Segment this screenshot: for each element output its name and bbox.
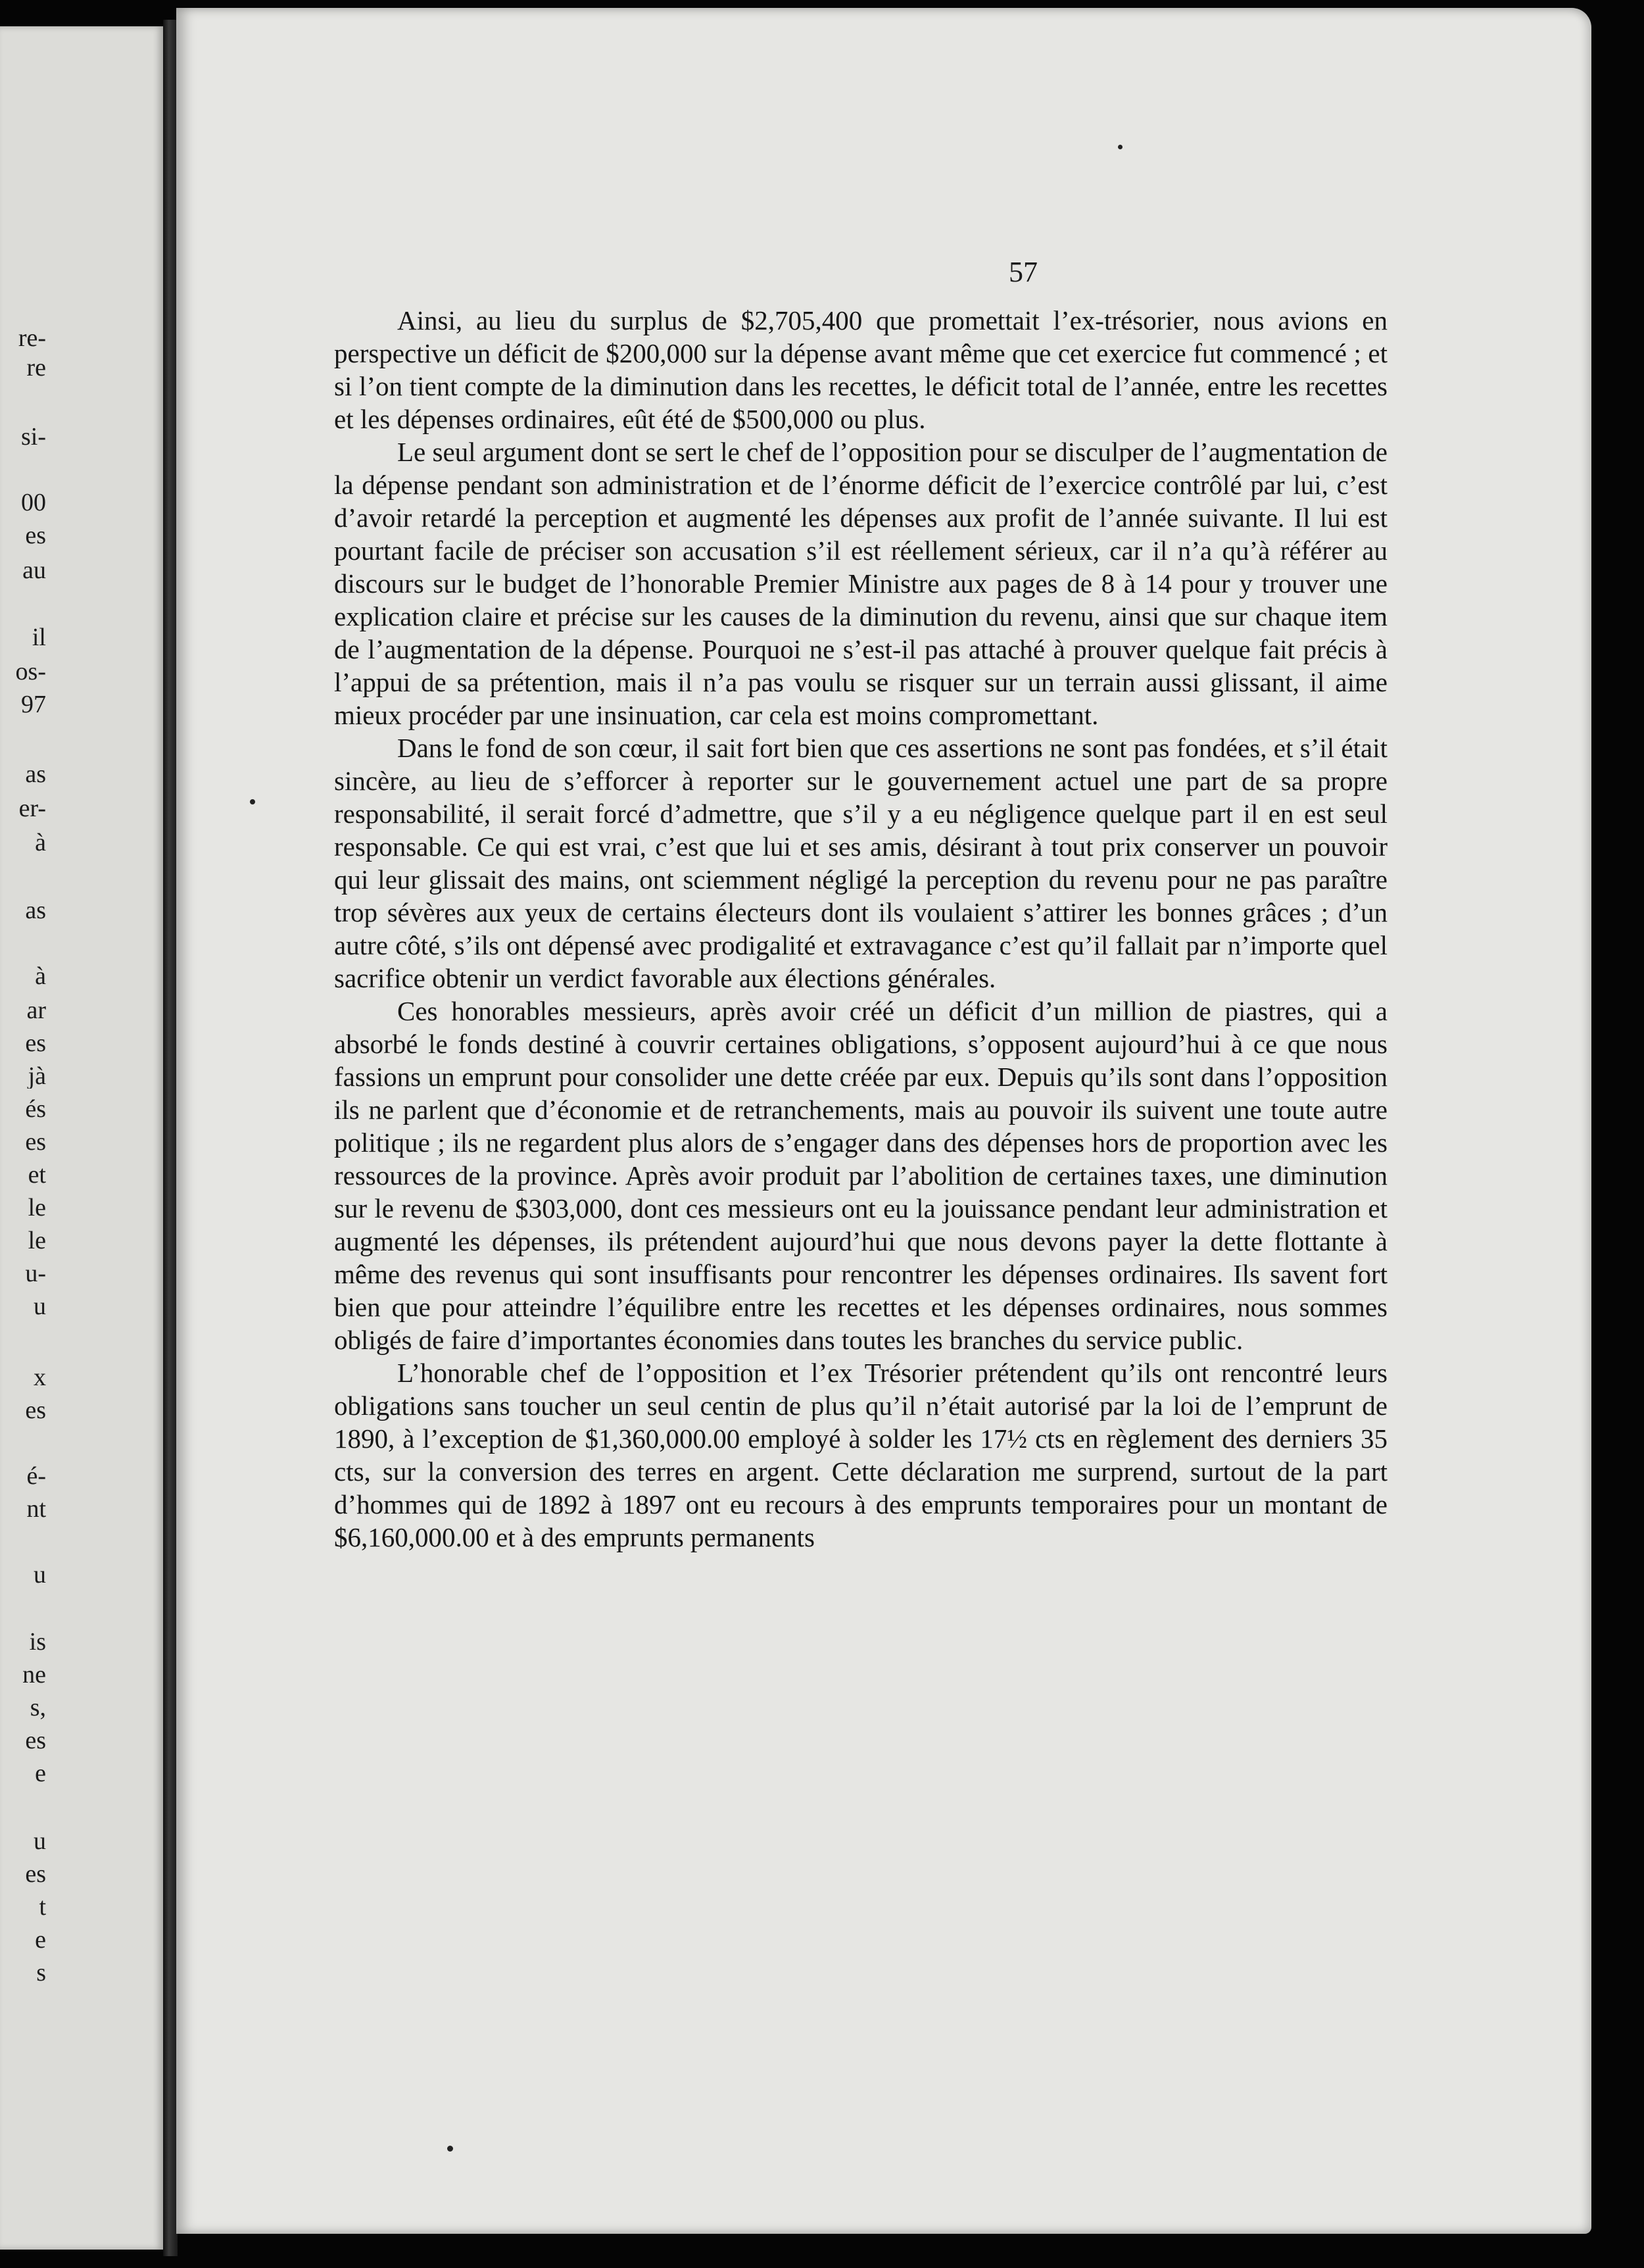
- left-page-fragment: é-: [26, 1464, 46, 1489]
- scan-speck: [1118, 145, 1123, 149]
- previous-page-strip: [0, 26, 163, 2250]
- left-page-fragment: nt: [26, 1496, 46, 1521]
- left-page-fragment: si-: [21, 424, 46, 449]
- left-page-fragment: u-: [25, 1261, 46, 1286]
- left-page-fragment: 97: [21, 692, 46, 717]
- left-page-fragment: ne: [22, 1662, 46, 1687]
- left-page-fragment: es: [25, 1031, 46, 1056]
- left-page-fragment: és: [25, 1097, 46, 1122]
- book-gutter: [163, 20, 178, 2256]
- left-page-fragment: u: [34, 1829, 46, 1854]
- paragraph-4: Ces honorables messieurs, après avoir créé un déficit d’un million de piastres, qui a absorbé le fonds destiné à couvrir certaines obligations, s’opposent aujourd’hui à ce que nous fassions un emprunt pour consolider une dette créée par eux. Depuis qu’ils sont dans l’opposition ils ne parlent que d’économie et de retranchements, mais au pouvoir ils suivent une toute autre politique ; ils ne regardent plus alors de s’engager dans des dépenses hors de proportion avec les ressources de la province. Après avoir produit par l’abolition de certaines taxes, une diminution sur le revenu de $303,000, dont ces messieurs ont eu la jouissance pendant leur administration et augmenté les dépenses, ils prétendent aujourd’hui que nous devons payer la dette flottante à même des revenus qui sont insuffisants pour rencontrer les dépenses ordinaires. Ils savent fort bien que pour atteindre l’équilibre entre les recettes et les dépenses ordinaires, nous sommes obligés de faire d’importantes économies dans toutes les branches du service public.: [334, 996, 1388, 1355]
- left-page-fragment: 00: [21, 490, 46, 515]
- left-page-fragment: ar: [26, 998, 46, 1023]
- left-page-fragment: er-: [18, 796, 46, 821]
- left-page-fragment: re-: [18, 326, 46, 351]
- paragraph-3: Dans le fond de son cœur, il sait fort bien que ces assertions ne sont pas fondées, et s’il était sincère, au lieu de s’efforcer à reporter sur le gouvernement actuel une part de sa propre responsabilité, il serait forcé d’admettre, que s’il y a eu négligence quelque part il en est seul responsable. Ce qui est vrai, c’est que lui et ses amis, désirant à tout prix conserver un pouvoir qui leur glissait des mains, ont sciemment négligé la perception du revenu pour ne pas paraître trop sévères aux yeux de certains électeurs dont ils voulaient s’attirer les bonnes grâces ; d’un autre côté, s’ils ont dépensé avec prodigalité et extravagance c’est qu’il fallait par n’importe quel sacrifice obtenir un verdict favorable aux élections générales.: [334, 733, 1388, 993]
- left-page-fragment: es: [25, 1398, 46, 1423]
- page-body-text: [334, 304, 1388, 1554]
- paragraph-2: Le seul argument dont se sert le chef de l’opposition pour se disculper de l’augmentation de la dépense pendant son administration et de l’énorme déficit de l’exercice contrôlé par lui, c’est d’avoir retardé la perception et augmenté les dépenses aux profit de l’année suivante. Il lui est pourtant facile de préciser son accusation s’il est réellement sérieux, car il n’a qu’à référer au discours sur le budget de l’honorable Premier Ministre aux pages de 8 à 14 pour y trouver une explication claire et précise sur les causes de la diminution du revenu, ainsi que sur chaque item de l’augmentation de la dépense. Pourquoi ne s’est-il pas attaché à prouver quelque fait précis à l’appui de sa prétention, mais il n’a pas voulu se risquer sur un terrain aussi glissant, il aime mieux procéder par une insinuation, car cela est moins compromettant.: [334, 437, 1388, 730]
- left-page-fragment: e: [35, 1761, 46, 1786]
- left-page-fragment: le: [28, 1228, 46, 1253]
- left-page-fragment: re: [26, 355, 46, 380]
- left-page-fragment: es: [25, 1861, 46, 1886]
- left-page-fragment: es: [25, 523, 46, 548]
- left-page-fragment: il: [32, 625, 46, 650]
- left-page-fragment: u: [34, 1562, 46, 1587]
- paragraph-5: L’honorable chef de l’opposition et l’ex Trésorier prétendent qu’ils ont rencontré leurs obligations sans toucher un seul centin de plus qu’il n’était autorisé par la loi de l’emprunt de 1890, à l’exception de $1,360,000.00 employé à solder les 17½ cts en règlement des derniers 35 cts, sur la conversion des terres en argent. Cette déclaration me surprend, surtout de la part d’hommes qui de 1892 à 1897 ont eu recours à des emprunts temporaires pour un montant de $6,160,000.00 et à des emprunts permanents: [334, 1358, 1388, 1552]
- left-page-fragment: à: [35, 830, 46, 855]
- left-page-fragment: as: [25, 898, 46, 923]
- left-page-fragment: jà: [28, 1064, 46, 1089]
- left-page-fragment: es: [25, 1129, 46, 1154]
- left-page-fragment: s: [36, 1960, 46, 1985]
- scan-speck: [447, 2146, 453, 2152]
- paragraph-1: Ainsi, au lieu du surplus de $2,705,400 que promettait l’ex-trésorier, nous avions en perspective un déficit de $200,000 sur la dépense avant même que cet exercice fut commencé ; et si l’on tient compte de la diminution dans les recettes, le déficit total de l’année, entre les recettes et les dépenses ordinaires, eût été de $500,000 ou plus.: [334, 305, 1388, 434]
- left-page-fragment: x: [34, 1365, 46, 1390]
- left-page-fragment: t: [39, 1894, 46, 1919]
- left-page-fragment: es: [25, 1728, 46, 1753]
- left-page-fragment: s,: [30, 1695, 46, 1720]
- left-page-fragment: le: [28, 1195, 46, 1220]
- left-page-fragment: as: [25, 762, 46, 787]
- scan-speck: [250, 799, 255, 804]
- left-page-fragment: au: [22, 558, 46, 583]
- left-page-fragment: et: [28, 1162, 46, 1187]
- left-page-fragment: u: [34, 1294, 46, 1319]
- page-number: 57: [1009, 256, 1038, 288]
- left-page-fragment: e: [35, 1927, 46, 1952]
- left-page-fragment: os-: [15, 659, 46, 684]
- left-page-fragment: à: [35, 964, 46, 989]
- left-page-fragment: is: [29, 1629, 46, 1654]
